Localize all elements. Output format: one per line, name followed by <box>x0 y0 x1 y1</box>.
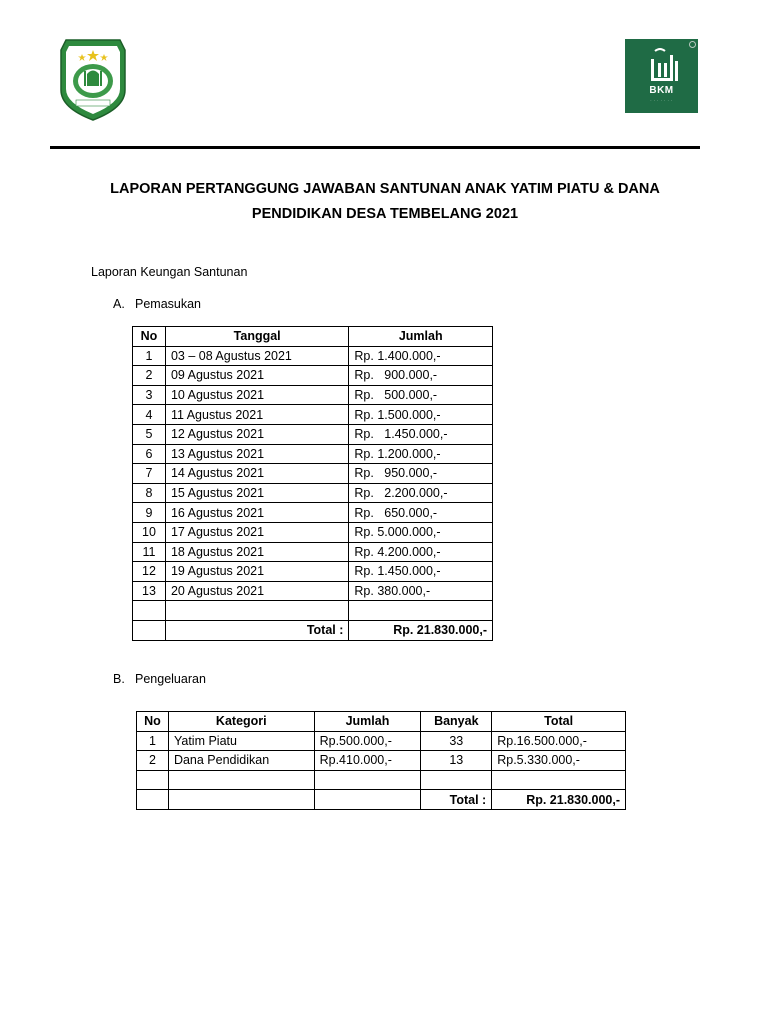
row-tanggal: 03 – 08 Agustus 2021 <box>165 346 348 366</box>
row-jumlah: Rp. 380.000,- <box>349 581 493 601</box>
table-row <box>133 385 493 405</box>
bkm-logo-subtext: · · · · · · · <box>650 98 673 103</box>
col-no: No <box>133 327 166 347</box>
report-heading: Laporan Keungan Santunan <box>91 265 248 279</box>
row-total: Rp.5.330.000,- <box>492 751 626 771</box>
income-table <box>132 326 493 641</box>
table-row <box>133 424 493 444</box>
row-tanggal: 10 Agustus 2021 <box>165 385 348 405</box>
table-row <box>137 751 626 771</box>
row-jumlah: Rp. 4.200.000,- <box>349 542 493 562</box>
row-no: 12 <box>133 562 166 582</box>
row-no: 7 <box>133 464 166 484</box>
title-line-2: PENDIDIKAN DESA TEMBELANG 2021 <box>251 206 519 222</box>
row-tanggal: 14 Agustus 2021 <box>165 464 348 484</box>
row-tanggal: 18 Agustus 2021 <box>165 542 348 562</box>
row-jumlah: Rp. 500.000,- <box>349 385 493 405</box>
col-kategori: Kategori <box>168 712 314 732</box>
income-empty-row <box>133 601 493 621</box>
row-tanggal: 17 Agustus 2021 <box>165 522 348 542</box>
row-jumlah: Rp. 2.200.000,- <box>349 483 493 503</box>
row-no: 3 <box>133 385 166 405</box>
row-no: 2 <box>137 751 169 771</box>
row-no: 2 <box>133 366 166 386</box>
income-table-header <box>133 327 493 347</box>
table-row <box>133 366 493 386</box>
table-row <box>133 503 493 523</box>
registered-mark-icon <box>689 41 696 48</box>
section-a-heading <box>113 297 201 311</box>
expense-total-label: Total : <box>421 790 492 810</box>
row-jumlah: Rp. 1.200.000,- <box>349 444 493 464</box>
col-tanggal: Tanggal <box>165 327 348 347</box>
row-jumlah: Rp.410.000,- <box>314 751 421 771</box>
row-jumlah: Rp. 1.450.000,- <box>349 424 493 444</box>
row-no: 1 <box>133 346 166 366</box>
row-no: 10 <box>133 522 166 542</box>
bkm-logo <box>625 39 698 113</box>
village-emblem-logo <box>58 38 128 122</box>
row-kategori: Yatim Piatu <box>168 731 314 751</box>
row-jumlah: Rp. 5.000.000,- <box>349 522 493 542</box>
table-row <box>133 346 493 366</box>
row-jumlah: Rp. 900.000,- <box>349 366 493 386</box>
row-jumlah: Rp.500.000,- <box>314 731 421 751</box>
row-tanggal: 13 Agustus 2021 <box>165 444 348 464</box>
row-tanggal: 16 Agustus 2021 <box>165 503 348 523</box>
row-no: 11 <box>133 542 166 562</box>
row-tanggal: 11 Agustus 2021 <box>165 405 348 425</box>
table-row <box>133 405 493 425</box>
row-no: 9 <box>133 503 166 523</box>
row-no: 4 <box>133 405 166 425</box>
row-tanggal: 09 Agustus 2021 <box>165 366 348 386</box>
row-tanggal: 12 Agustus 2021 <box>165 424 348 444</box>
income-total-row <box>133 620 493 640</box>
section-b-title: Pengeluaran <box>135 672 206 686</box>
row-tanggal: 19 Agustus 2021 <box>165 562 348 582</box>
section-a-title: Pemasukan <box>135 297 202 311</box>
row-tanggal: 15 Agustus 2021 <box>165 483 348 503</box>
expense-total-row <box>137 790 626 810</box>
row-jumlah: Rp. 950.000,- <box>349 464 493 484</box>
table-row <box>133 464 493 484</box>
row-jumlah: Rp. 1.450.000,- <box>349 562 493 582</box>
row-jumlah: Rp. 1.500.000,- <box>349 405 493 425</box>
row-jumlah: Rp. 650.000,- <box>349 503 493 523</box>
section-b-label: B. <box>113 672 125 686</box>
row-banyak: 13 <box>421 751 492 771</box>
col-banyak: Banyak <box>421 712 492 732</box>
income-total-value: Rp. 21.830.000,- <box>349 620 493 640</box>
row-jumlah: Rp. 1.400.000,- <box>349 346 493 366</box>
expense-table-header <box>137 712 626 732</box>
row-total: Rp.16.500.000,- <box>492 731 626 751</box>
row-no: 1 <box>137 731 169 751</box>
table-row <box>133 522 493 542</box>
table-row <box>133 483 493 503</box>
row-tanggal: 20 Agustus 2021 <box>165 581 348 601</box>
table-row <box>133 581 493 601</box>
row-kategori: Dana Pendidikan <box>168 751 314 771</box>
row-no: 13 <box>133 581 166 601</box>
expense-table <box>136 711 626 810</box>
bkm-logo-text: BKM <box>649 85 674 96</box>
table-row <box>133 542 493 562</box>
row-no: 8 <box>133 483 166 503</box>
table-row <box>133 562 493 582</box>
section-b-heading <box>113 672 206 686</box>
col-total: Total <box>492 712 626 732</box>
col-jumlah: Jumlah <box>349 327 493 347</box>
table-row <box>137 731 626 751</box>
expense-total-value: Rp. 21.830.000,- <box>492 790 626 810</box>
expense-empty-row <box>137 770 626 790</box>
table-row <box>133 444 493 464</box>
header-divider <box>50 146 700 149</box>
row-banyak: 33 <box>421 731 492 751</box>
col-jumlah: Jumlah <box>314 712 421 732</box>
title-line-1: LAPORAN PERTANGGUNG JAWABAN SANTUNAN ANAK YATIM PIATU & DANA <box>110 181 660 197</box>
document-title <box>60 177 710 227</box>
row-no: 5 <box>133 424 166 444</box>
col-no: No <box>137 712 169 732</box>
row-no: 6 <box>133 444 166 464</box>
section-a-label: A. <box>113 297 125 311</box>
income-total-label: Total : <box>165 620 348 640</box>
